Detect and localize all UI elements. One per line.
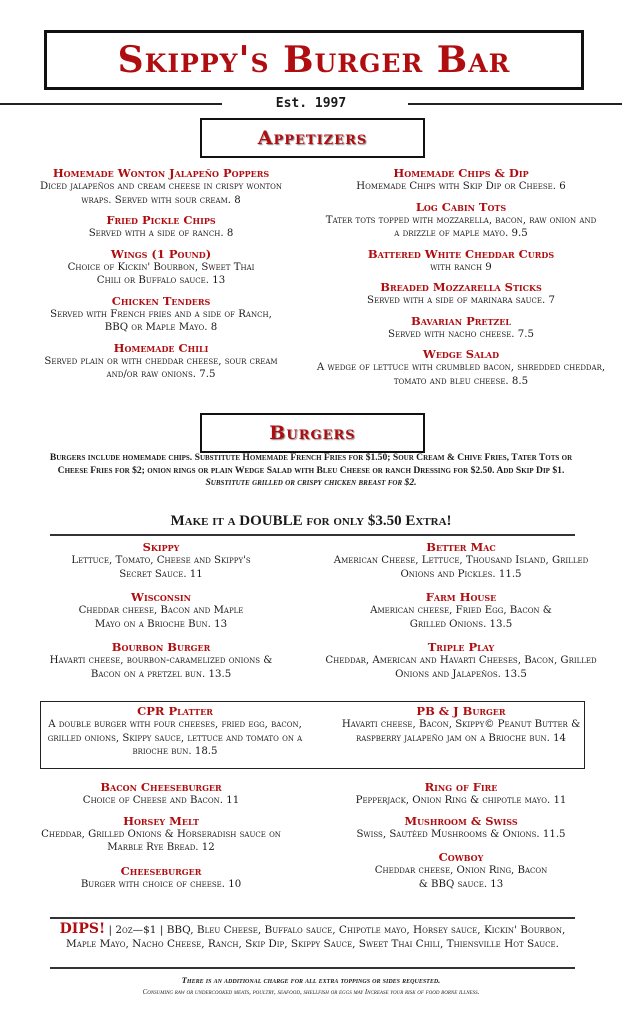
item-name: Chicken Tenders bbox=[111, 293, 211, 308]
menu-item bbox=[316, 780, 606, 808]
item-name: Wedge Salad bbox=[422, 347, 500, 361]
burgers-left-column bbox=[16, 540, 306, 687]
menu-item bbox=[316, 280, 606, 308]
burgers-heading-box bbox=[200, 413, 425, 453]
menu-item bbox=[316, 640, 606, 681]
item-name: Triple Play bbox=[427, 640, 495, 654]
appetizers-heading: Appetizers bbox=[257, 127, 368, 149]
burgers-right-column-2 bbox=[316, 780, 606, 897]
restaurant-title: Skippy's Burger Bar bbox=[117, 39, 511, 81]
item-name: Battered White Cheddar Curds bbox=[367, 246, 555, 261]
divider-rule bbox=[50, 534, 575, 536]
item-desc: Choice of Cheese and Bacon. 11 bbox=[82, 795, 240, 806]
extra-charge-note: There is an additional charge for all extra toppings or sides requested. bbox=[181, 975, 441, 985]
item-desc: A double burger with four cheeses, fried egg, bacon, grilled onions, Skippy sauce, lettuce and tomato on a brioche bun. 18.5 bbox=[47, 719, 303, 757]
item-name: Horsey Melt bbox=[123, 813, 199, 828]
menu-item bbox=[316, 347, 606, 388]
menu-item bbox=[316, 540, 606, 581]
menu-item bbox=[16, 780, 306, 808]
item-desc: American cheese, Fried Egg, Bacon & Grilled Onions. 13.5 bbox=[370, 605, 552, 630]
item-desc: American Cheese, Lettuce, Thousand Island, Grilled Onions and Pickles. 11.5 bbox=[333, 555, 589, 580]
menu-item bbox=[16, 166, 306, 207]
item-desc: Served with a side of marinara sauce. 7 bbox=[367, 295, 555, 306]
item-desc: Tater tots topped with mozzarella, bacon, raw onion and a drizzle of maple mayo. 9.5 bbox=[325, 214, 597, 239]
appetizers-heading-box bbox=[200, 118, 425, 158]
item-desc: Havarti cheese, Bacon, Skippy© Peanut Butter & raspberry jalapeño jam on a Brioche bun. 14 bbox=[341, 719, 581, 744]
menu-item bbox=[16, 341, 306, 382]
item-desc: Cheddar, Grilled Onions & Horseradish sauce on Marble Rye Bread. 12 bbox=[41, 828, 281, 853]
item-desc: Diced jalapeños and cream cheese in crispy wonton wraps. Served with sour cream. 8 bbox=[39, 181, 283, 206]
menu-item bbox=[16, 294, 306, 335]
menu-item bbox=[316, 314, 606, 342]
divider-right bbox=[408, 103, 622, 105]
item-desc: Served with a side of ranch. 8 bbox=[88, 228, 234, 239]
menu-item bbox=[16, 864, 306, 892]
item-desc: Swiss, Sautéed Mushrooms & Onions. 11.5 bbox=[356, 828, 566, 840]
item-name: Breaded Mozzarella Sticks bbox=[380, 280, 542, 294]
menu-item bbox=[16, 590, 306, 631]
item-name: Skippy bbox=[142, 540, 180, 554]
item-name: CPR Platter bbox=[137, 704, 213, 718]
appetizers-left-column bbox=[16, 166, 306, 388]
burgers-heading: Burgers bbox=[269, 422, 356, 444]
item-desc: Cheddar cheese, Bacon and Maple Mayo on a Brioche Bun. 13 bbox=[78, 605, 244, 630]
item-name: Homemade Chips & Dip bbox=[393, 166, 529, 180]
appetizers-right-column bbox=[316, 166, 606, 394]
menu-item bbox=[30, 704, 320, 759]
menu-item bbox=[16, 213, 306, 241]
burgers-note bbox=[40, 452, 582, 490]
item-name: Better Mac bbox=[426, 540, 496, 554]
menu-item bbox=[316, 704, 606, 745]
item-name: Wisconsin bbox=[131, 590, 191, 604]
established-row bbox=[0, 96, 622, 112]
item-name: Bourbon Burger bbox=[111, 640, 211, 654]
burgers-note-text: Burgers include homemade chips. Substitute Homemade French Fries for $1.50; Sour Cream & Chive Fries, Tater Tots or Cheese Fries for $2; onion rings or plain Wedge Salad with Bleu Cheese or ranch Dressing for $2.50. Add Skip Dip $1. bbox=[49, 452, 573, 476]
item-desc: Cheddar cheese, Onion Ring, Bacon & BBQ sauce. 13 bbox=[374, 865, 548, 890]
divider-rule bbox=[50, 917, 575, 919]
item-name: Fried Pickle Chips bbox=[106, 213, 216, 227]
item-desc: Served with nacho cheese. 7.5 bbox=[388, 328, 534, 340]
item-name: Ring of Fire bbox=[424, 780, 498, 794]
burgers-left-column-2 bbox=[16, 780, 306, 897]
item-desc: Lettuce, Tomato, Cheese and Skippy's Secret Sauce. 11 bbox=[71, 555, 251, 580]
item-desc: A wedge of lettuce with crumbled bacon, shredded cheddar, tomato and bleu cheese. 8.5 bbox=[316, 362, 606, 387]
item-desc: Choice of Kickin' Bourbon, Sweet Thai Chili or Buffalo sauce. 13 bbox=[67, 261, 255, 286]
menu-item bbox=[16, 814, 306, 855]
item-desc: Havarti cheese, bourbon-caramelized onions & Bacon on a pretzel bun. 13.5 bbox=[49, 655, 273, 680]
item-name: Farm House bbox=[425, 590, 497, 604]
dips-label: DIPS! bbox=[59, 921, 106, 937]
item-name: PB & J Burger bbox=[416, 704, 506, 718]
item-name: Bacon Cheeseburger bbox=[100, 780, 222, 794]
restaurant-title-box bbox=[44, 30, 584, 90]
item-name: Log Cabin Tots bbox=[415, 199, 507, 214]
menu-item bbox=[316, 166, 606, 194]
menu-item bbox=[16, 247, 306, 288]
burgers-note-italic: Substitute grilled or crispy chicken breast for $2. bbox=[205, 477, 417, 488]
burgers-right-column bbox=[316, 540, 606, 687]
item-name: Cowboy bbox=[438, 850, 484, 864]
menu-item bbox=[316, 590, 606, 631]
menu-item bbox=[316, 200, 606, 241]
menu-item bbox=[16, 540, 306, 581]
menu-item bbox=[316, 850, 606, 891]
item-name: Homemade Wonton Jalapeño Poppers bbox=[52, 166, 270, 180]
divider-rule bbox=[50, 967, 575, 969]
item-name: Wings (1 Pound) bbox=[110, 246, 212, 261]
item-name: Cheeseburger bbox=[120, 863, 202, 878]
item-desc: Homemade Chips with Skip Dip or Cheese. 6 bbox=[356, 181, 566, 192]
double-promo: Make it a DOUBLE for only $3.50 Extra! bbox=[170, 513, 452, 529]
dips-list: | 2oz—$1 | BBQ, Bleu Cheese, Buffalo sauce, Chipotle mayo, Horsey sauce, Kickin' Bourbon, Maple Mayo, Nacho Cheese, Ranch, Skip Dip, Skippy Sauce, Sweet Thai Chili, Thiensville Hot Sauce. bbox=[66, 924, 566, 950]
special-pbj-burger bbox=[316, 704, 606, 751]
established-text: Est. 1997 bbox=[275, 96, 347, 111]
menu-item bbox=[16, 640, 306, 681]
item-desc: Pepperjack, Onion Ring & chipotle mayo. 11 bbox=[355, 795, 567, 806]
dips-section bbox=[50, 922, 575, 951]
menu-item bbox=[316, 247, 606, 275]
item-name: Bavarian Pretzel bbox=[411, 313, 511, 328]
item-desc: Burger with choice of cheese. 10 bbox=[80, 878, 242, 890]
item-desc: Cheddar, American and Havarti Cheeses, Bacon, Grilled Onions and Jalapeños. 13.5 bbox=[325, 655, 597, 680]
food-safety-warning: Consuming raw or undercooked meats, poultry, seafood, shellfish or eggs may Increase your risk of food borne illness. bbox=[142, 989, 480, 996]
menu-item bbox=[316, 814, 606, 842]
item-desc: Served plain or with cheddar cheese, sour cream and/or raw onions. 7.5 bbox=[44, 355, 278, 380]
special-cpr-platter bbox=[30, 704, 320, 765]
item-name: Homemade Chili bbox=[113, 340, 209, 355]
item-desc: Served with French fries and a side of Ranch, BBQ or Maple Mayo. 8 bbox=[50, 308, 272, 333]
item-name: Mushroom & Swiss bbox=[404, 813, 518, 828]
item-desc: with ranch 9 bbox=[430, 261, 492, 273]
